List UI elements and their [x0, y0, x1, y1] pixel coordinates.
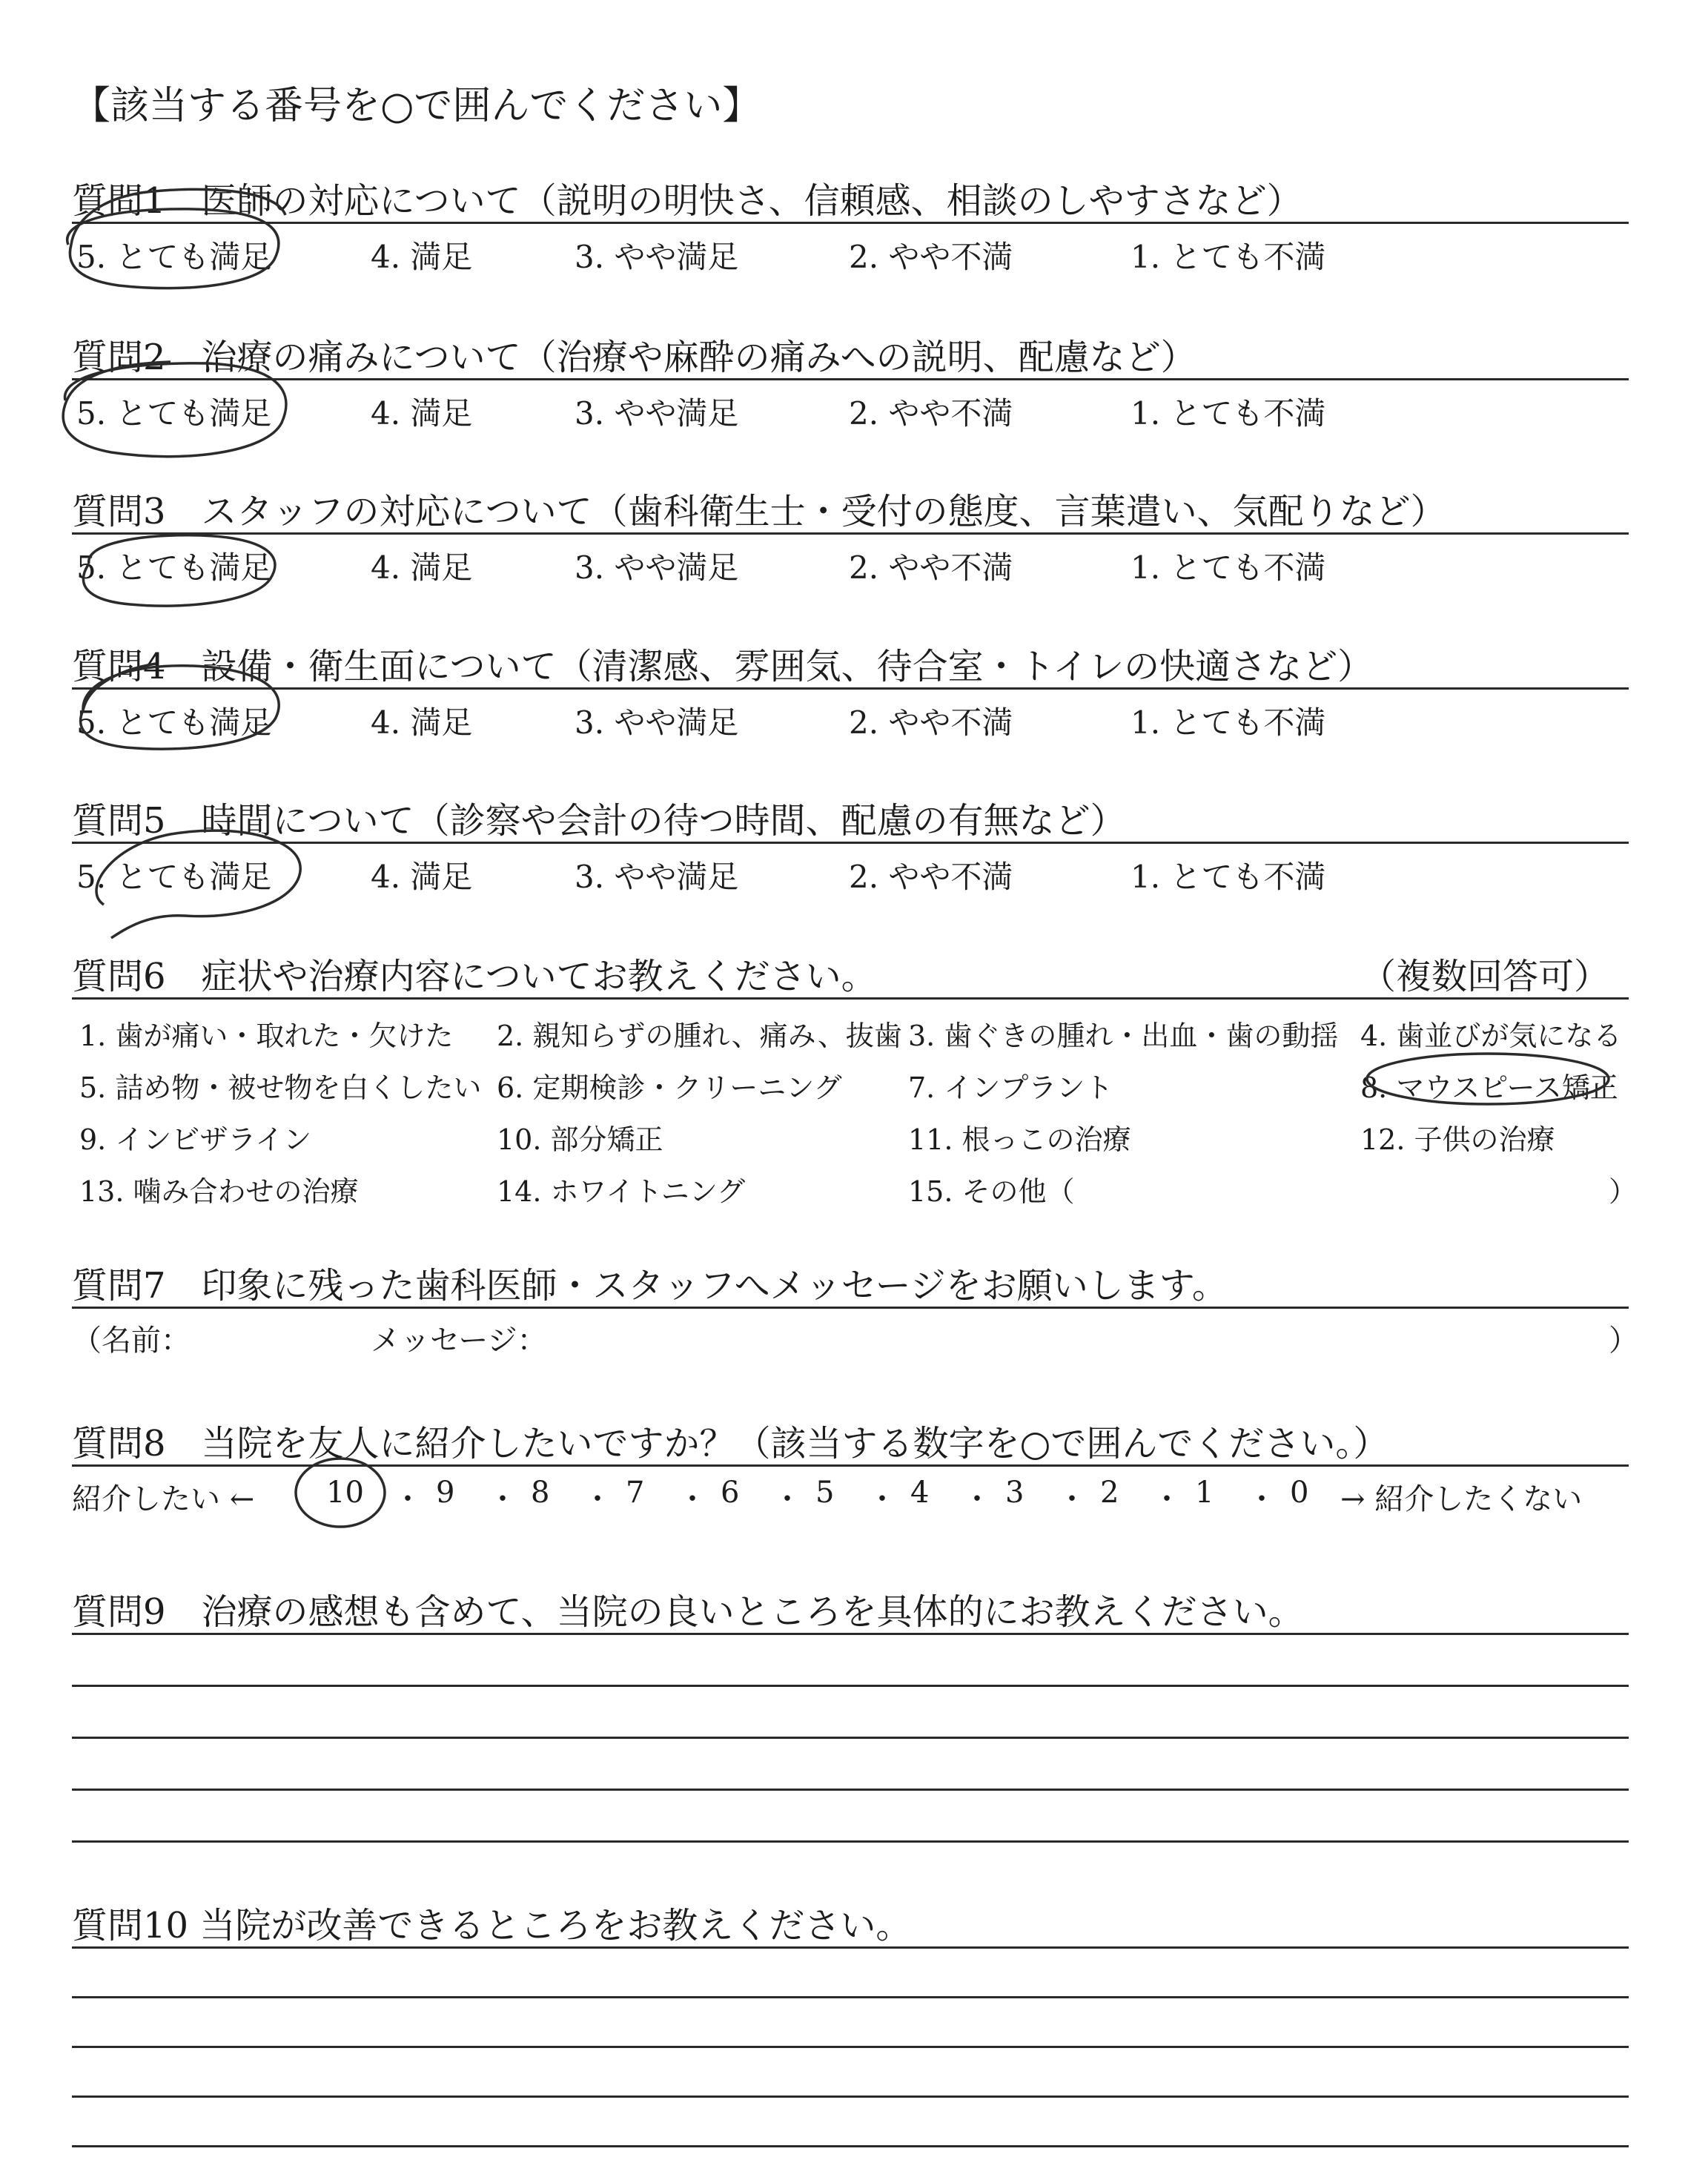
q3-option-2[interactable]: 2. やや不満 — [849, 549, 1013, 586]
answer-line[interactable] — [72, 2145, 1629, 2147]
q4-option-1[interactable]: 1. とても不満 — [1131, 704, 1326, 741]
answer-line[interactable] — [72, 1840, 1629, 1843]
q2-option-2[interactable]: 2. やや不満 — [849, 395, 1013, 432]
score-5[interactable]: 5 — [815, 1476, 835, 1510]
answer-line[interactable] — [72, 1946, 1629, 1949]
q1-option-3[interactable]: 3. やや満足 — [575, 239, 739, 275]
q6-item-15[interactable]: 15. その他（ — [908, 1175, 1075, 1208]
q6-item-7[interactable]: 7. インプラント — [908, 1071, 1113, 1104]
q6-item-13[interactable]: 13. 噛み合わせの治療 — [79, 1175, 359, 1208]
score-0[interactable]: 0 — [1290, 1476, 1309, 1510]
score-separator: ・ — [393, 1482, 423, 1516]
q5-option-4[interactable]: 4. 満足 — [371, 859, 473, 895]
q6-item-2[interactable]: 2. 親知らずの腫れ、痛み、抜歯 — [497, 1020, 902, 1052]
q3-option-3[interactable]: 3. やや満足 — [575, 549, 739, 586]
q3-option-1[interactable]: 1. とても不満 — [1131, 549, 1326, 586]
q1-option-1[interactable]: 1. とても不満 — [1131, 239, 1326, 275]
q4-option-2[interactable]: 2. やや不満 — [849, 704, 1013, 741]
score-separator: ・ — [583, 1482, 612, 1516]
q5-option-3[interactable]: 3. やや満足 — [575, 859, 739, 895]
score-4[interactable]: 4 — [910, 1476, 930, 1510]
recommend-left-label: 紹介したい ← — [72, 1482, 255, 1516]
question-7-rule — [72, 1307, 1629, 1309]
q2-option-1[interactable]: 1. とても不満 — [1131, 395, 1326, 432]
q6-item-14[interactable]: 14. ホワイトニング — [497, 1175, 746, 1208]
q6-item-5[interactable]: 5. 詰め物・被せ物を白くしたい — [79, 1071, 482, 1104]
q4-option-3[interactable]: 3. やや満足 — [575, 704, 739, 741]
score-1[interactable]: 1 — [1195, 1476, 1214, 1510]
recommend-right-label: → 紹介したくない — [1340, 1482, 1583, 1516]
question-2-rule — [72, 378, 1629, 380]
score-9[interactable]: 9 — [436, 1476, 455, 1510]
q5-option-5[interactable]: 5. とても満足 — [76, 859, 272, 895]
q5-option-1[interactable]: 1. とても不満 — [1131, 859, 1326, 895]
q3-option-5[interactable]: 5. とても満足 — [76, 549, 272, 586]
q3-option-4[interactable]: 4. 満足 — [371, 549, 473, 586]
multiple-answers-note: （複数回答可） — [1360, 956, 1610, 997]
score-separator: ・ — [488, 1482, 517, 1516]
score-separator: ・ — [867, 1482, 897, 1516]
q6-item-9[interactable]: 9. インビザライン — [79, 1123, 312, 1156]
q4-option-4[interactable]: 4. 満足 — [371, 704, 473, 741]
message-label: メッセージ： — [371, 1324, 547, 1358]
name-label: （名前： — [72, 1324, 191, 1358]
answer-line[interactable] — [72, 2095, 1629, 2098]
question-2-title: 質問2 治療の痛みについて（治療や麻酔の痛みへの説明、配慮など） — [72, 337, 1196, 378]
question-5-rule — [72, 842, 1629, 844]
question-9-title: 質問9 治療の感想も含めて、当院の良いところを具体的にお教えください。 — [72, 1591, 1304, 1633]
score-separator: ・ — [678, 1482, 707, 1516]
question-10-title: 質問10 当院が改善できるところをお教えください。 — [72, 1905, 912, 1946]
answer-line[interactable] — [72, 1996, 1629, 1998]
q2-option-5[interactable]: 5. とても満足 — [76, 395, 272, 432]
q2-option-4[interactable]: 4. 満足 — [371, 395, 473, 432]
q1-option-5[interactable]: 5. とても満足 — [76, 239, 272, 275]
q6-item-1[interactable]: 1. 歯が痛い・取れた・欠けた — [79, 1020, 454, 1052]
q6-item-6[interactable]: 6. 定期検診・クリーニング — [497, 1071, 842, 1104]
answer-line[interactable] — [72, 1685, 1629, 1687]
score-2[interactable]: 2 — [1100, 1476, 1119, 1510]
score-separator: ・ — [772, 1482, 802, 1516]
score-6[interactable]: 6 — [721, 1476, 740, 1510]
q6-item-10[interactable]: 10. 部分矯正 — [497, 1123, 663, 1156]
q6-item-8[interactable]: 8. マウスピース矯正 — [1360, 1071, 1618, 1104]
score-separator: ・ — [1247, 1482, 1277, 1516]
q5-option-2[interactable]: 2. やや不満 — [849, 859, 1013, 895]
answer-line[interactable] — [72, 1737, 1629, 1739]
question-6-rule — [72, 997, 1629, 1000]
question-8-rule — [72, 1464, 1629, 1467]
question-5-title: 質問5 時間について（診察や会計の待つ時間、配慮の有無など） — [72, 800, 1126, 842]
score-separator: ・ — [1057, 1482, 1087, 1516]
question-3-title: 質問3 スタッフの対応について（歯科衛生士・受付の態度、言葉遣い、気配りなど） — [72, 491, 1446, 532]
form-heading: 【該当する番号を○で囲んでください】 — [72, 84, 761, 128]
q6-item-12[interactable]: 12. 子供の治療 — [1360, 1123, 1555, 1156]
q1-option-4[interactable]: 4. 満足 — [371, 239, 473, 275]
q1-option-2[interactable]: 2. やや不満 — [849, 239, 1013, 275]
question-8-title: 質問8 当院を友人に紹介したいですか？（該当する数字を○で囲んでください。） — [72, 1423, 1389, 1464]
q6-other-close-paren: ） — [1609, 1175, 1638, 1208]
question-3-rule — [72, 532, 1629, 535]
question-7-title: 質問7 印象に残った歯科医師・スタッフへメッセージをお願いします。 — [72, 1265, 1228, 1307]
question-1-rule — [72, 222, 1629, 224]
score-8[interactable]: 8 — [531, 1476, 550, 1510]
q6-item-3[interactable]: 3. 歯ぐきの腫れ・出血・歯の動揺 — [908, 1020, 1339, 1052]
score-10[interactable]: 10 — [326, 1476, 364, 1510]
score-3[interactable]: 3 — [1005, 1476, 1025, 1510]
message-close-paren: ） — [1609, 1324, 1638, 1358]
question-4-title: 質問4 設備・衛生面について（清潔感、雰囲気、待合室・トイレの快適さなど） — [72, 646, 1374, 687]
answer-line[interactable] — [72, 2046, 1629, 2048]
score-7[interactable]: 7 — [626, 1476, 645, 1510]
answer-line[interactable] — [72, 1633, 1629, 1635]
q6-item-4[interactable]: 4. 歯並びが気になる — [1360, 1020, 1622, 1052]
question-6-title: 質問6 症状や治療内容についてお教えください。 — [72, 956, 877, 997]
q6-item-11[interactable]: 11. 根っこの治療 — [908, 1123, 1131, 1156]
question-4-rule — [72, 687, 1629, 690]
answer-line[interactable] — [72, 1789, 1629, 1791]
q2-option-3[interactable]: 3. やや満足 — [575, 395, 739, 432]
score-separator: ・ — [1152, 1482, 1182, 1516]
question-1-title: 質問1 医師の対応について（説明の明快さ、信頼感、相談のしやすさなど） — [72, 180, 1302, 222]
q4-option-5[interactable]: 5. とても満足 — [76, 704, 272, 741]
score-separator: ・ — [962, 1482, 992, 1516]
